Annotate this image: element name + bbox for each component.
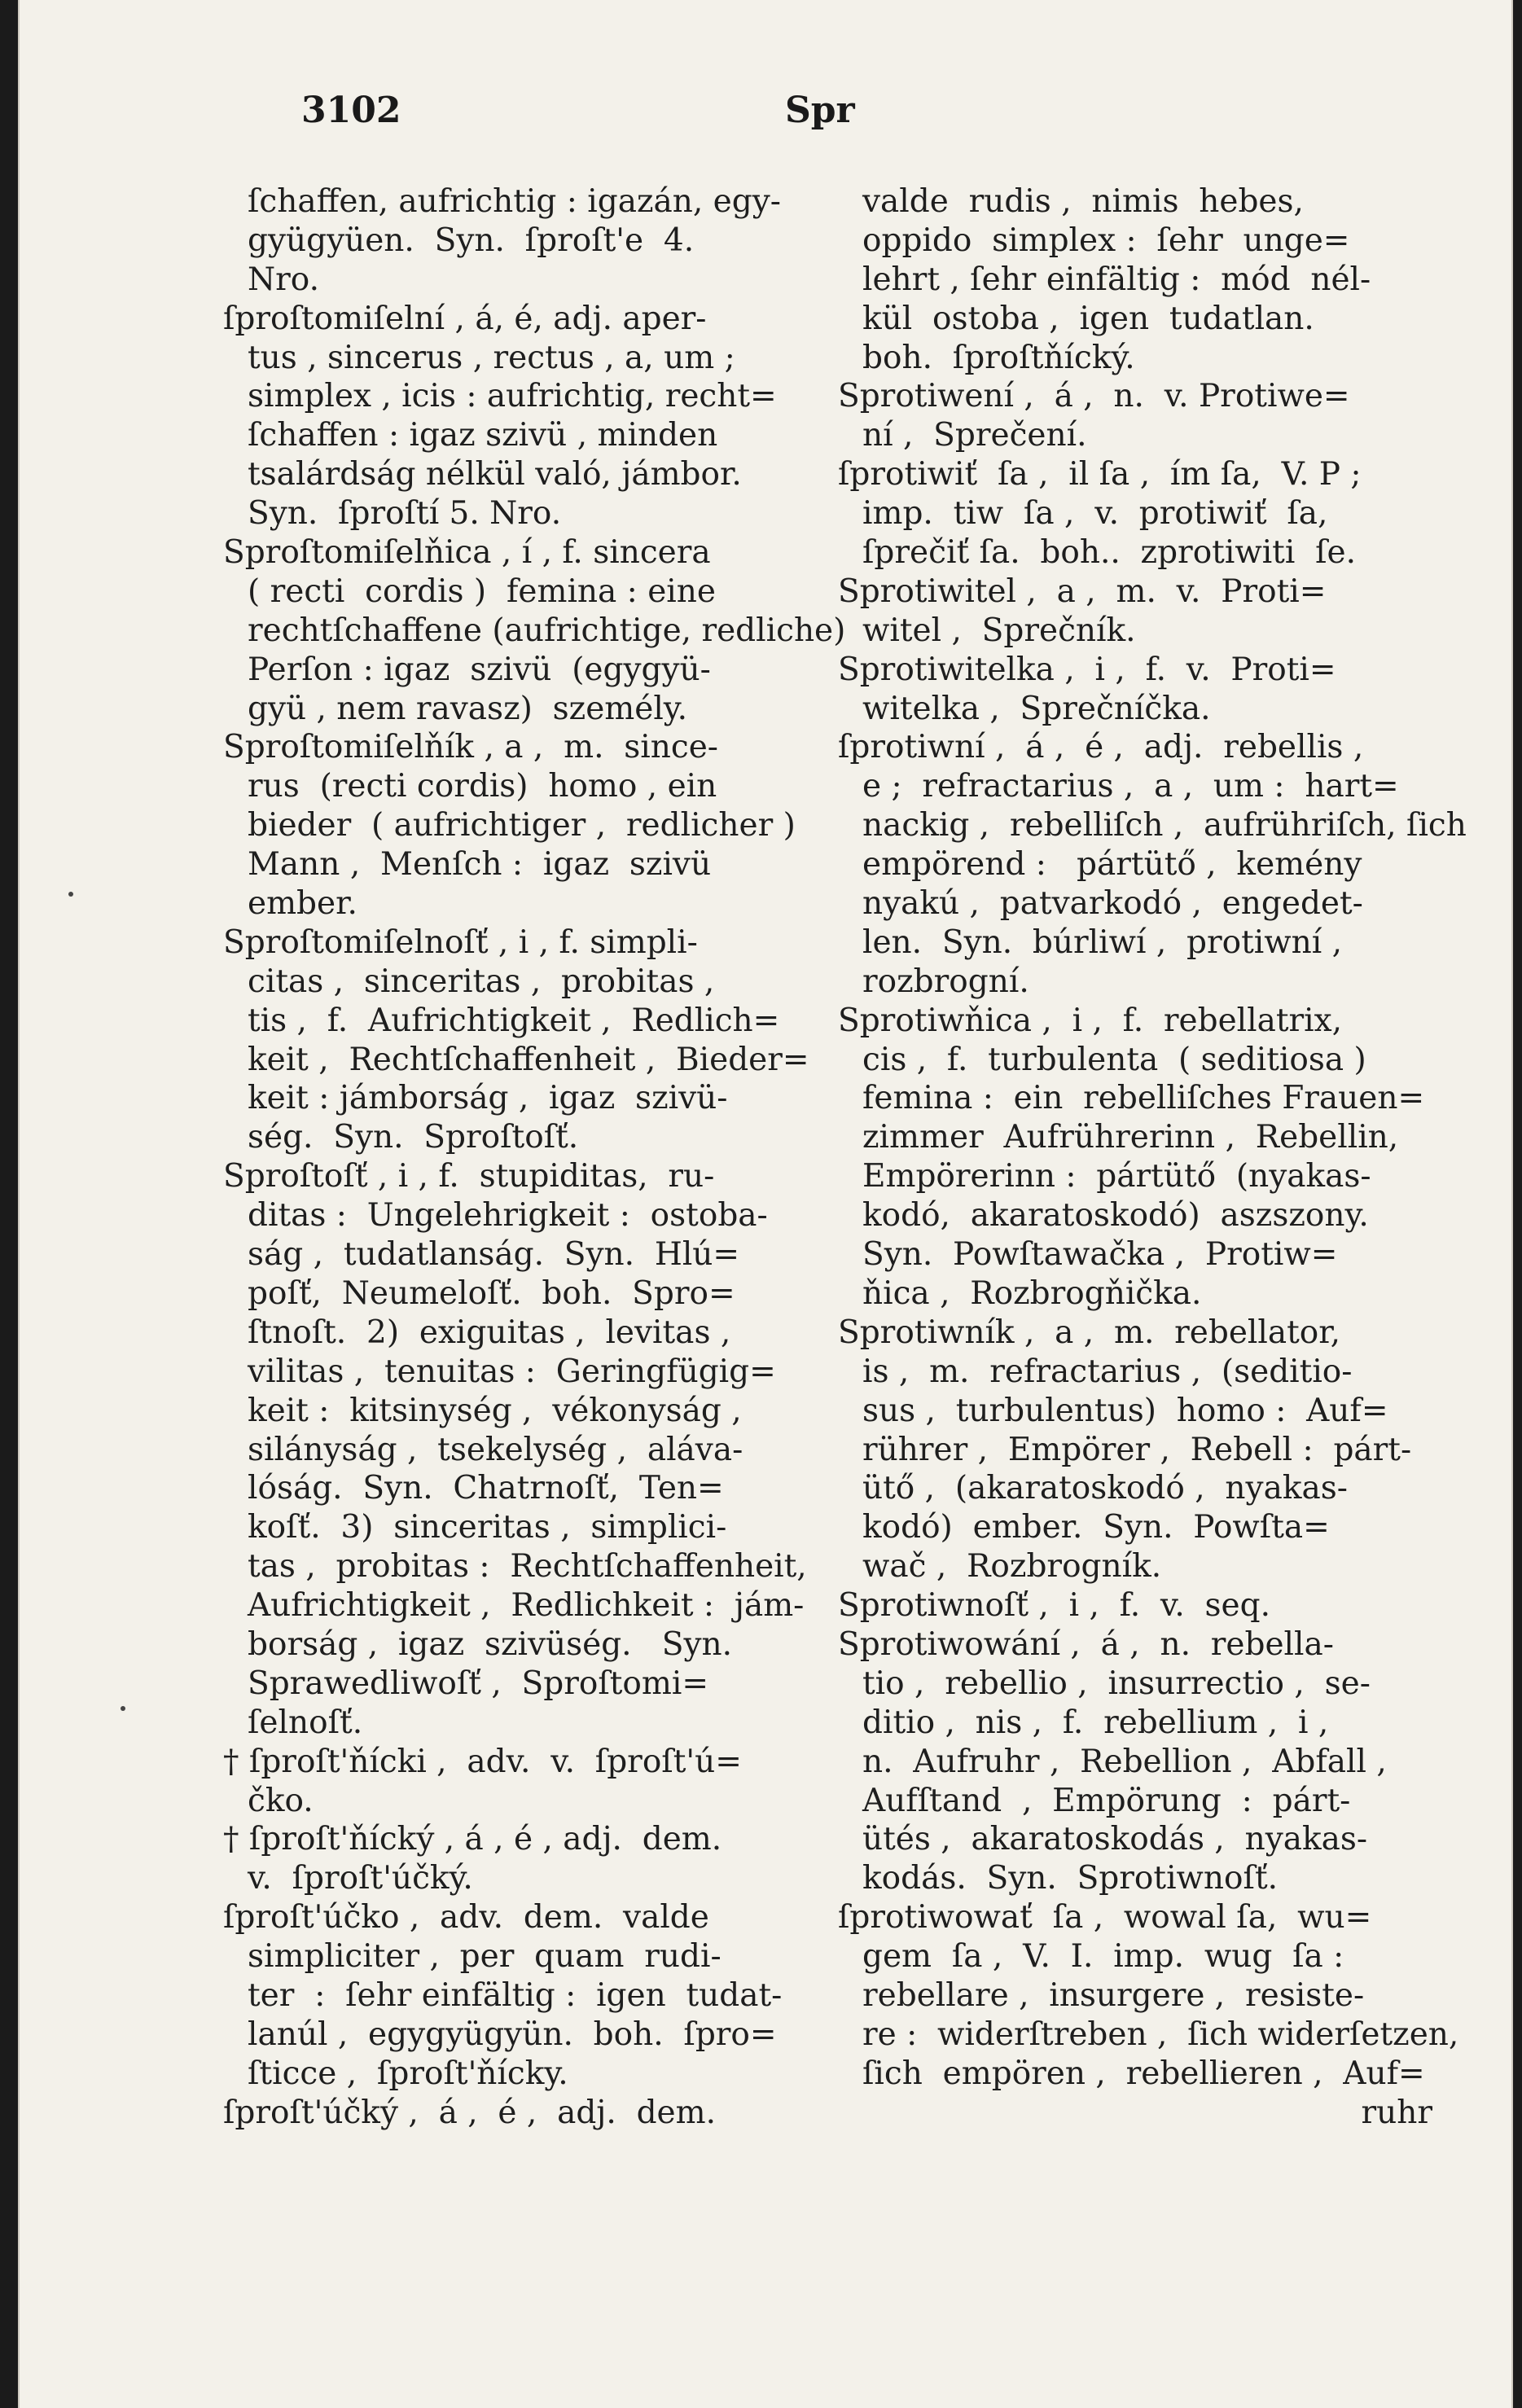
left-column-line: Sproſtoſť , i , f. stupiditas, ru- — [223, 1158, 715, 1195]
right-column-line: ſich empören , rebellieren , Auf= — [862, 2055, 1425, 2092]
left-column-line: † ſproſt'ňícký , á , é , adj. dem. — [223, 1821, 722, 1858]
left-column-line: ( recti cordis ) femina : eine — [248, 572, 716, 610]
right-column-line: nackig , rebelliſch , aufrühriſch, ſich — [862, 807, 1467, 844]
right-column-line: rozbrogní. — [862, 963, 1029, 1000]
left-column-line: ember. — [248, 885, 357, 923]
left-column-line: borság , igaz szivüség. Syn. — [248, 1625, 733, 1663]
right-column-line: n. Aufruhr , Rebellion , Abfall , — [862, 1743, 1387, 1780]
right-column-line: gem ſa , V. I. imp. wug ſa : — [862, 1938, 1344, 1976]
left-column-line: Nro. — [248, 261, 319, 298]
right-column-line: witel , Sprečník. — [862, 612, 1136, 649]
page-header — [20, 90, 1511, 138]
right-column-line: Sprotiwitel , a , m. v. Proti= — [838, 572, 1327, 610]
left-column-line: Mann , Menſch : igaz szivü — [248, 846, 712, 884]
left-column-line: poſť, Neumeloſť. boh. Spro= — [248, 1274, 735, 1312]
right-column-line: oppido simplex : ſehr unge= — [862, 222, 1350, 259]
left-column-line: ſelnoſť. — [248, 1704, 363, 1741]
page-number: 3102 — [301, 90, 401, 131]
right-column-line: tio , rebellio , insurrectio , se- — [862, 1665, 1371, 1702]
left-column-line: koſť. 3) sinceritas , simplici- — [248, 1509, 727, 1546]
left-column-line: simpliciter , per quam rudi- — [248, 1938, 722, 1976]
left-column-line: ter : ſehr einfältig : igen tudat- — [248, 1976, 783, 2014]
right-column — [838, 182, 1481, 2133]
left-column-line: Perſon : igaz szivü (egygyü- — [248, 651, 711, 688]
left-column-line: čko. — [248, 1782, 314, 1819]
dictionary-page — [18, 0, 1513, 2408]
right-column-line: imp. tiw ſa , v. protiwiť ſa, — [862, 495, 1328, 533]
left-column-line: ſtnoſt. 2) exiguitas , levitas , — [248, 1314, 731, 1351]
right-column-line: zimmer Aufrührerinn , Rebellin, — [862, 1119, 1399, 1156]
left-column-line: Aufrichtigkeit , Redlichkeit : jám- — [248, 1587, 805, 1625]
left-column-line: ság , tudatlanság. Syn. Hlú= — [248, 1236, 740, 1274]
left-column-line: vilitas , tenuitas : Geringfügig= — [248, 1353, 776, 1390]
right-column-line: boh. ſproſtňícký. — [862, 339, 1135, 376]
left-column-line: tas , probitas : Rechtſchaffenheit, — [248, 1548, 807, 1586]
left-column-line: ſticce , ſproſt'ňícky. — [248, 2055, 568, 2092]
page-speck — [121, 1706, 125, 1711]
left-column-line: ſproſt'účko , adv. dem. valde — [223, 1899, 709, 1936]
right-column-line: ní , Sprečení. — [862, 417, 1087, 454]
right-column-line: valde rudis , nimis hebes, — [862, 183, 1304, 220]
right-column-line: Aufſtand , Empörung : párt- — [862, 1782, 1351, 1819]
left-column — [223, 182, 846, 2133]
right-column-line: ruhr — [1361, 2094, 1432, 2131]
left-column-line: keit , Rechtſchaffenheit , Bieder= — [248, 1041, 809, 1078]
right-column-line: is , m. refractarius , (seditio- — [862, 1353, 1353, 1390]
right-column-line: ňica , Rozbrogňička. — [862, 1274, 1202, 1312]
left-column-line: ſchaffen : igaz szivü , minden — [248, 417, 718, 454]
right-column-line: Sprotiwnoſť , i , f. v. seq. — [838, 1587, 1270, 1625]
left-column-line: ſchaffen, aufrichtig : igazán, egy- — [248, 183, 781, 220]
right-column-line: len. Syn. búrliwí , protiwní , — [862, 923, 1343, 961]
left-column-line: lóság. Syn. Chatrnoſť, Ten= — [248, 1470, 724, 1507]
left-column-line: ſproſtomiſelní , á, é, adj. aper- — [223, 300, 707, 337]
right-column-line: ſprečiť ſa. boh.. zprotiwiti ſe. — [862, 534, 1357, 572]
left-column-line: Sproſtomiſelňík , a , m. since- — [223, 729, 718, 766]
right-column-line: e ; refractarius , a , um : hart= — [862, 768, 1399, 805]
left-column-line: lanúl , egygyügyün. boh. ſpro= — [248, 2015, 777, 2053]
left-column-line: Sproſtomiſelňica , í , f. sincera — [223, 534, 711, 572]
right-column-line: rührer , Empörer , Rebell : párt- — [862, 1431, 1412, 1468]
left-column-line: rus (recti cordis) homo , ein — [248, 768, 717, 805]
left-column-line: ditas : Ungelehrigkeit : ostoba- — [248, 1197, 768, 1235]
left-column-line: simplex , icis : aufrichtig, recht= — [248, 378, 777, 415]
right-column-line: ſprotiwowať ſa , wowal ſa, wu= — [838, 1899, 1372, 1936]
right-column-line: Sprotiwitelka , i , f. v. Proti= — [838, 651, 1336, 688]
left-column-line: silányság , tsekelység , aláva- — [248, 1431, 743, 1468]
right-column-line: wač , Rozbrogník. — [862, 1548, 1162, 1586]
right-column-line: lehrt , ſehr einfältig : mód nél- — [862, 261, 1371, 298]
right-column-line: ſprotiwní , á , é , adj. rebellis , — [838, 729, 1364, 766]
right-column-line: kodás. Syn. Sprotiwnoſť. — [862, 1860, 1279, 1897]
right-column-line: Syn. Powſtawačka , Protiw= — [862, 1236, 1338, 1274]
right-column-line: re : widerſtreben , ſich widerſetzen, — [862, 2015, 1459, 2053]
left-column-line: gyü , nem ravasz) személy. — [248, 690, 688, 727]
right-column-line: Sprotiwník , a , m. rebellator, — [838, 1314, 1341, 1351]
running-head: Spr — [785, 90, 855, 131]
right-column-line: sus , turbulentus) homo : Auf= — [862, 1392, 1388, 1429]
left-column-line: ség. Syn. Sproſtoſť. — [248, 1119, 579, 1156]
left-column-line: rechtſchaffene (aufrichtige, redliche) — [248, 612, 846, 649]
right-column-line: Sprotiwení , á , n. v. Protiwe= — [838, 378, 1350, 415]
right-column-line: Empörerinn : pártütő (nyakas- — [862, 1158, 1371, 1195]
left-column-line: v. ſproſt'účký. — [248, 1860, 473, 1897]
right-column-line: empörend : pártütő , kemény — [862, 846, 1362, 884]
left-column-line: tus , sincerus , rectus , a, um ; — [248, 339, 735, 376]
left-column-line: Syn. ſproſtí 5. Nro. — [248, 495, 562, 533]
left-column-line: citas , sinceritas , probitas , — [248, 963, 715, 1000]
right-column-line: kodó) ember. Syn. Powſta= — [862, 1509, 1330, 1546]
left-column-line: Sprawedliwoſť , Sproſtomi= — [248, 1665, 709, 1702]
right-column-line: cis , f. turbulenta ( seditiosa ) — [862, 1041, 1366, 1078]
right-column-line: witelka , Sprečníčka. — [862, 690, 1211, 727]
left-column-line: tsalárdság nélkül való, jámbor. — [248, 456, 742, 493]
left-column-line: keit : jámborság , igaz szivü- — [248, 1080, 728, 1117]
left-column-line: gyügyüen. Syn. ſproſt'e 4. — [248, 222, 695, 259]
left-column-line: bieder ( aufrichtiger , redlicher ) — [248, 807, 796, 844]
left-column-line: keit : kitsinység , vékonyság , — [248, 1392, 742, 1429]
right-column-line: Sprotiwňica , i , f. rebellatrix, — [838, 1002, 1343, 1039]
left-column-line: tis , f. Aufrichtigkeit , Redlich= — [248, 1002, 780, 1039]
right-column-line: ütés , akaratoskodás , nyakas- — [862, 1821, 1368, 1858]
right-column-line: kodó, akaratoskodó) aszszony. — [862, 1197, 1369, 1235]
right-column-line: femina : ein rebelliſches Frauen= — [862, 1080, 1425, 1117]
left-column-line: ſproſt'účký , á , é , adj. dem. — [223, 2094, 716, 2131]
right-column-line: ütő , (akaratoskodó , nyakas- — [862, 1470, 1348, 1507]
right-column-line: ditio , nis , f. rebellium , i , — [862, 1704, 1329, 1741]
right-column-line: Sprotiwowání , á , n. rebella- — [838, 1625, 1334, 1663]
right-column-line: kül ostoba , igen tudatlan. — [862, 300, 1314, 337]
left-column-line: † ſproſt'ňícki , adv. v. ſproſt'ú= — [223, 1743, 742, 1780]
right-column-line: ſprotiwiť ſa , il ſa , ím ſa, V. P ; — [838, 456, 1362, 493]
left-column-line: Sproſtomiſelnoſť , i , f. simpli- — [223, 923, 698, 961]
right-column-line: rebellare , insurgere , resiste- — [862, 1976, 1365, 2014]
page-speck — [68, 892, 73, 897]
right-column-line: nyakú , patvarkodó , engedet- — [862, 885, 1363, 923]
